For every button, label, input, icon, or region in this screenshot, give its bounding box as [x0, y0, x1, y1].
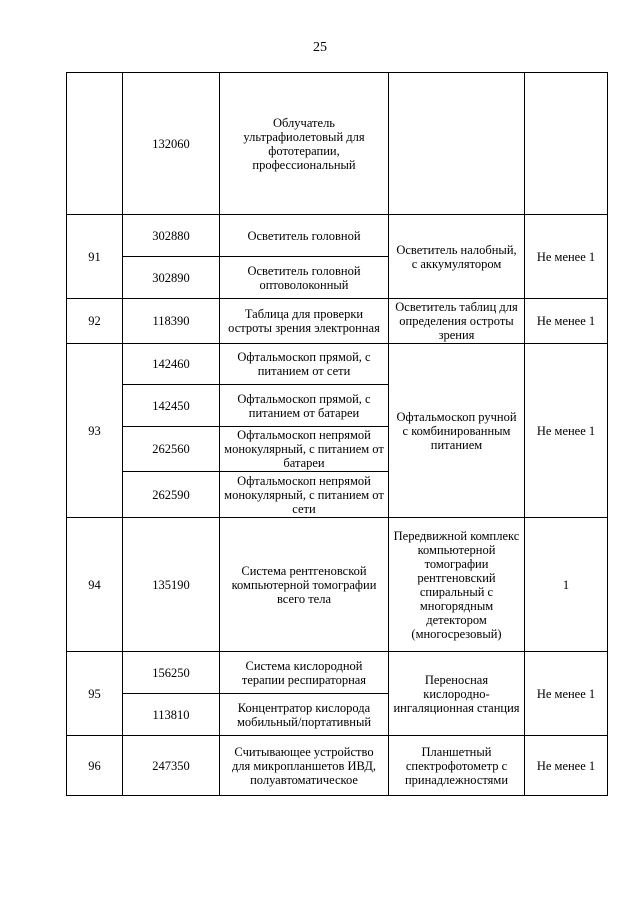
quantity: Не менее 1 [525, 736, 608, 796]
equipment-name [389, 73, 525, 215]
item-code: 247350 [123, 736, 220, 796]
table-row [67, 736, 608, 796]
table-row [67, 652, 608, 694]
item-code: 142450 [123, 385, 220, 427]
item-code: 135190 [123, 518, 220, 652]
item-code: 302890 [123, 257, 220, 299]
equipment-name: Офтальмоскоп ручной с комбинированным питанием [389, 344, 525, 518]
row-number: 93 [67, 344, 123, 518]
item-name: Таблица для проверки остроты зрения электронная [220, 299, 389, 344]
quantity: Не менее 1 [525, 299, 608, 344]
table-row [67, 518, 608, 652]
item-code: 142460 [123, 344, 220, 385]
table-row [67, 215, 608, 257]
item-code: 156250 [123, 652, 220, 694]
table-row [67, 344, 608, 385]
equipment-table [66, 72, 608, 796]
item-name: Система кислородной терапии респираторная [220, 652, 389, 694]
item-code: 302880 [123, 215, 220, 257]
item-code: 262590 [123, 472, 220, 518]
table-row [67, 299, 608, 344]
item-name: Офтальмоскоп непрямой монокулярный, с питанием от батареи [220, 427, 389, 472]
item-code: 132060 [123, 73, 220, 215]
item-code: 262560 [123, 427, 220, 472]
item-name: Концентратор кислорода мобильный/портативный [220, 694, 389, 736]
row-number: 91 [67, 215, 123, 299]
equipment-name: Переносная кислородно-ингаляционная станция [389, 652, 525, 736]
equipment-name: Планшетный спектрофотометр с принадлежностями [389, 736, 525, 796]
item-name: Офтальмоскоп непрямой монокулярный, с питанием от сети [220, 472, 389, 518]
item-name: Офтальмоскоп прямой, с питанием от сети [220, 344, 389, 385]
item-name: Считывающее устройство для микропланшетов ИВД, полуавтоматическое [220, 736, 389, 796]
item-name: Осветитель головной оптоволоконный [220, 257, 389, 299]
item-name: Облучатель ультрафиолетовый для фототерапии, профессиональный [220, 73, 389, 215]
item-name: Осветитель головной [220, 215, 389, 257]
quantity: Не менее 1 [525, 215, 608, 299]
quantity [525, 73, 608, 215]
item-name: Офтальмоскоп прямой, с питанием от батареи [220, 385, 389, 427]
table-row [67, 73, 608, 215]
quantity: Не менее 1 [525, 344, 608, 518]
item-code: 113810 [123, 694, 220, 736]
row-number [67, 73, 123, 215]
equipment-name: Передвижной комплекс компьютерной томографии рентгеновский спиральный с многорядным детектором (многосрезовый) [389, 518, 525, 652]
quantity: Не менее 1 [525, 652, 608, 736]
page-number: 25 [313, 40, 327, 55]
item-name: Система рентгеновской компьютерной томографии всего тела [220, 518, 389, 652]
row-number: 95 [67, 652, 123, 736]
equipment-name: Осветитель налобный, с аккумулятором [389, 215, 525, 299]
equipment-name: Осветитель таблиц для определения остроты зрения [389, 299, 525, 344]
quantity: 1 [525, 518, 608, 652]
item-code: 118390 [123, 299, 220, 344]
row-number: 96 [67, 736, 123, 796]
row-number: 92 [67, 299, 123, 344]
row-number: 94 [67, 518, 123, 652]
